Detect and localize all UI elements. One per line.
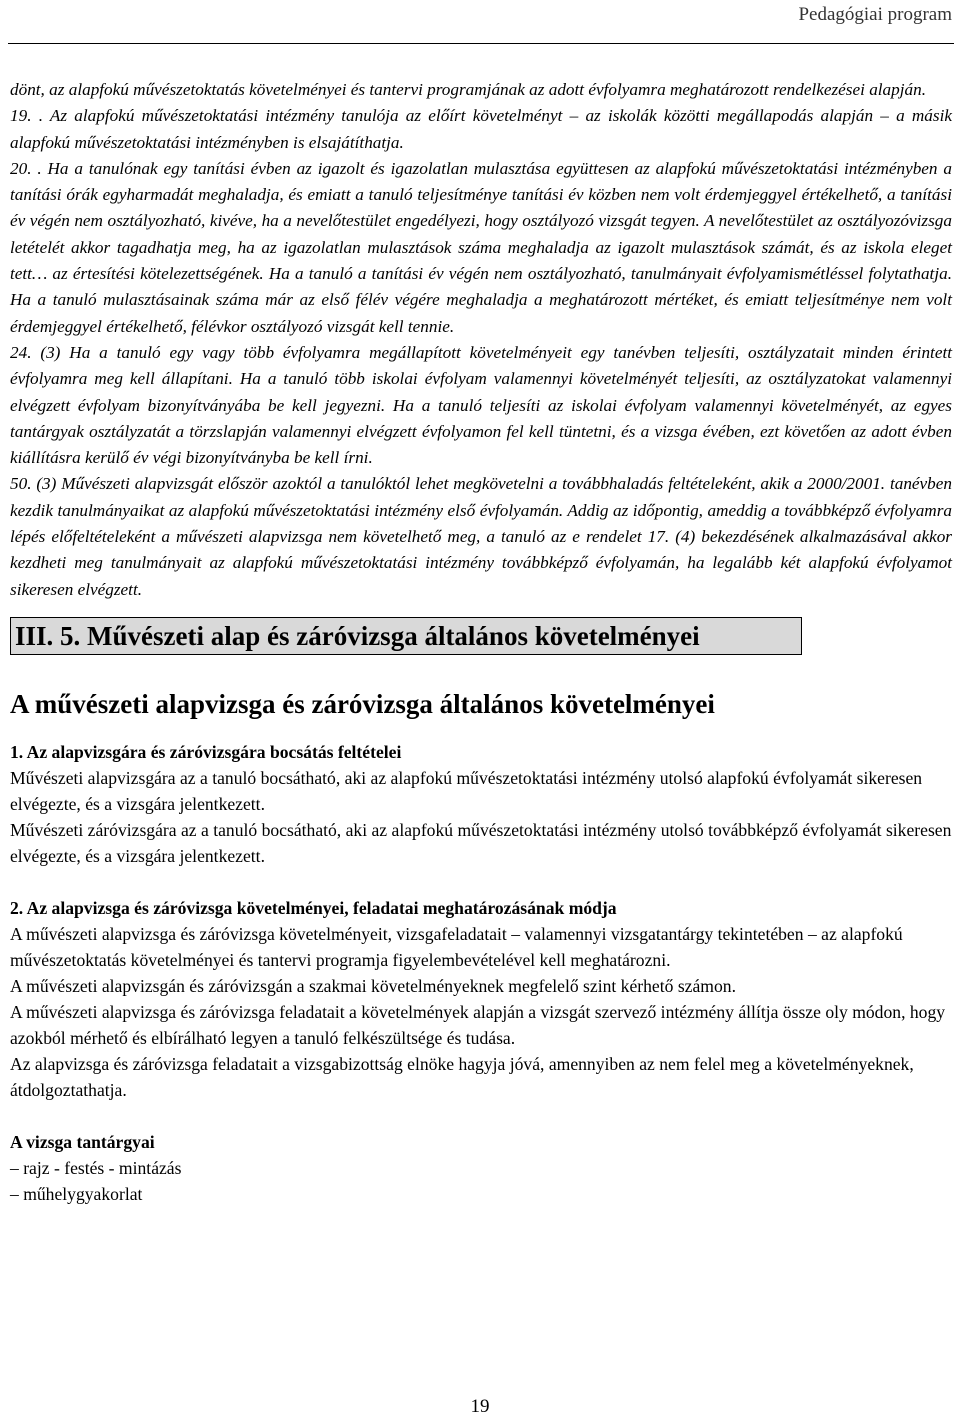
subjects-block [10,1129,952,1207]
intro-paragraph: 24. (3) Ha a tanuló egy vagy több évfolyamra megállapított követelményeit egy tanévben teljesíti, osztályzatait minden érintett évfolyamra meg kell állapítani. Ha a tanuló több iskolai évfolyam valamennyi követelményét teljesíti, az osztályzatokat valamennyi elvégzett évfolyam bizonyítványába be kell jegyezni. Ha a tanuló teljesíti az iskolai évfolyam valamennyi követelményét, az egyes tantárgyak osztályzatát a törzslapján valamennyi elvégzett évfolyamon fel kell tüntetni, és a vizsga évében, ezt követően az adott évben kiállításra kerülő év végi bizonyítványba be kell írni. [10,342,952,468]
header-rule [8,43,954,44]
intro-paragraph: 20. . Ha a tanulónak egy tanítási évben az igazolt és igazolatlan mulasztása együttesen az alapfokú művészetoktatási intézményben a tanítási órák egyharmadát meghaladja, és emiatt a tanuló teljesítménye tanítási év közben nem volt érdemjeggyel értékelhető, a tanítási év végén nem osztályozható, kivéve, ha a nevelőtestület engedélyezi, hogy osztályozó vizsgát tegyen. A nevelőtestület az osztályozóvizsga letételét akkor tagadhatja meg, ha az igazolatlan mulasztások száma meghaladja az igazolt mulasztások számát, és az iskola eleget tett… az értesítési kötelezettségének. Ha a tanuló a tanítási év végén nem osztályozható, tanulmányait évfolyamismétléssel folytathatja. Ha a tanuló mulasztásainak száma már az első félév végére meghaladja a meghatározott mértéket, és emiatt teljesítménye nem volt érdemjeggyel értékelhető, félévkor osztályozó vizsgát kell tennie. [10,158,952,336]
running-header-title: Pedagógiai program [798,4,952,25]
part1-heading: 1. Az alapvizsgára és záróvizsgára bocsátás feltételei [10,741,402,762]
section-box-title: III. 5. Művészeti alap és záróvizsga általános követelményei [10,617,802,655]
part1-block [10,739,952,869]
part2-heading: 2. Az alapvizsga és záróvizsga követelményei, feladatai meghatározásának módja [10,897,617,918]
part2-paragraph: Az alapvizsga és záróvizsga feladatait a vizsgabizottság elnöke hagyja jóvá, amennyiben az nem felel meg a követelményeknek, átdolgoztathatja. [10,1053,914,1100]
part2-paragraph: A művészeti alapvizsga és záróvizsga követelményeit, vizsgafeladatait – valamennyi vizsgatantárgy tekintetében – az alapfokú művészetoktatás követelményei és tantervi programja figyelembevételével kell meghatározni. [10,923,903,970]
subjects-heading: A vizsga tantárgyai [10,1131,155,1152]
part2-paragraph: A művészeti alapvizsgán és záróvizsgán a szakmai követelményeknek megfelelő szint kérhető számon. [10,975,736,996]
part2-block [10,895,952,1103]
subsection-title: A művészeti alapvizsga és záróvizsga általános követelményei [10,688,715,719]
intro-paragraph: 50. (3) Művészeti alapvizsgát először azoktól a tanulóktól lehet megkövetelni a továbbhaladás feltételeként, akik a 2000/2001. tanévben kezdik tanulmányaikat az alapfokú művészetoktatási intézmény első évfolyamán. Addig az időpontig, ameddig a továbbképző évfolyamra lépés előfeltételeként a művészeti alapvizsga nem követelhető meg, a tanuló az e rendelet 17. (4) bekezdésének alkalmazásával akkor kezdheti meg tanulmányait az alapfokú művészetoktatási intézmény továbbképző évfolyamán, ha legalább két alapfokú évfolyamot sikeresen elvégzett. [10,474,952,599]
page-body [10,77,952,1207]
intro-paragraph: 19. . Az alapfokú művészetoktatási intézmény tanulója az előírt követelményt – az iskolák közötti megállapodás alapján – a másik alapfokú művészetoktatási intézményben is elsajátíthatja. [10,106,952,152]
part1-paragraph: Művészeti alapvizsgára az a tanuló bocsátható, aki az alapfokú művészetoktatási intézmény utolsó alapfokú évfolyamát sikeresen elvégezte, és a vizsgára jelentkezett. [10,767,923,814]
page-number: 19 [470,1396,490,1417]
part2-paragraph: A művészeti alapvizsga és záróvizsga feladatait a követelmények alapján a vizsgát szervező intézmény állítja össze oly módon, hogy azokból mérhető és elbírálható legyen a tanuló felkészültsége és tudása. [10,1001,946,1048]
subject-item: – rajz - festés - mintázás [10,1157,182,1178]
part1-paragraph: Művészeti záróvizsgára az a tanuló bocsátható, aki az alapfokú művészetoktatási intézmény utolsó továbbképző évfolyamát sikeresen elvégezte, és a vizsgára jelentkezett. [10,819,952,866]
subject-item: – műhelygyakorlat [10,1183,143,1204]
intro-paragraph: dönt, az alapfokú művészetoktatás követelményei és tantervi programjának az adott évfolyamra meghatározott rendelkezései alapján. [10,80,927,99]
